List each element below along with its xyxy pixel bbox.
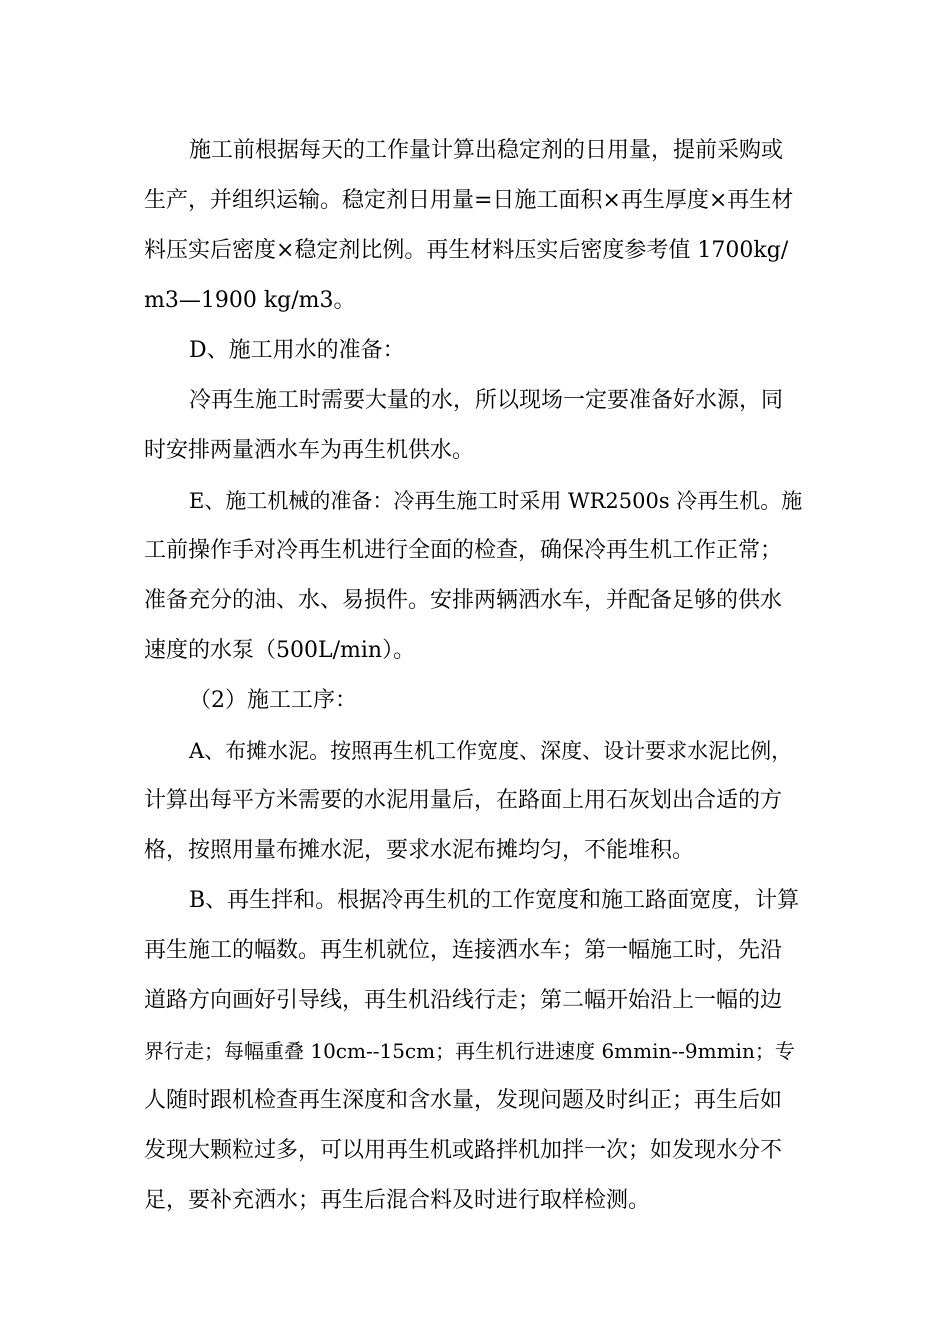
section-heading: （2）施工工序： (189, 688, 357, 713)
paragraph-line: 工前操作手对冷再生机进行全面的检查，确保冷再生机工作正常； (144, 538, 783, 563)
section-heading: D、施工用水的准备： (189, 338, 405, 363)
paragraph-line: 冷再生施工时需要大量的水，所以现场一定要准备好水源，同 (189, 388, 784, 413)
paragraph-line: 计算出每平方米需要的水泥用量后，在路面上用石灰划出合适的方 (144, 788, 783, 813)
paragraph-line: 速度的水泵（500L/min）。 (144, 638, 416, 663)
paragraph-line: 施工前根据每天的工作量计算出稳定剂的日用量，提前采购或 (189, 138, 784, 163)
paragraph-line: 准备充分的油、水、易损件。安排两辆洒水车，并配备足够的供水 (144, 588, 783, 613)
paragraph-line: 再生施工的幅数。再生机就位，连接洒水车；第一幅施工时，先沿 (144, 938, 783, 963)
paragraph-line: A、布摊水泥。按照再生机工作宽度、深度、设计要求水泥比例， (189, 739, 793, 763)
paragraph-line: 道路方向画好引导线，再生机沿线行走；第二幅开始沿上一幅的边 (144, 988, 783, 1013)
paragraph-line: 格，按照用量布摊水泥，要求水泥布摊均匀，不能堆积。 (144, 838, 695, 863)
paragraph-line: 界行走；每幅重叠 10cm--15cm；再生机行进速度 6mmin--9mmin；专 (144, 1039, 795, 1063)
paragraph-line: E、施工机械的准备：冷再生施工时采用 WR2500s 冷再生机。施 (189, 489, 803, 513)
paragraph-line: 生产，并组织运输。稳定剂日用量=日施工面积×再生厚度×再生材 (144, 188, 794, 213)
paragraph-line: B、再生拌和。根据冷再生机的工作宽度和施工路面宽度，计算 (189, 888, 800, 913)
paragraph-line: 足，要补充洒水；再生后混合料及时进行取样检测。 (144, 1188, 651, 1213)
paragraph-line: 人随时跟机检查再生深度和含水量，发现问题及时纠正；再生后如 (144, 1088, 783, 1113)
paragraph-line: m3—1900 kg/m3。 (144, 288, 356, 313)
paragraph-line: 时安排两量洒水车为再生机供水。 (144, 438, 475, 463)
paragraph-line: 料压实后密度×稳定剂比例。再生材料压实后密度参考值 1700kg/ (144, 238, 789, 263)
paragraph-line: 发现大颗粒过多，可以用再生机或路拌机加拌一次；如发现水分不 (144, 1138, 783, 1163)
